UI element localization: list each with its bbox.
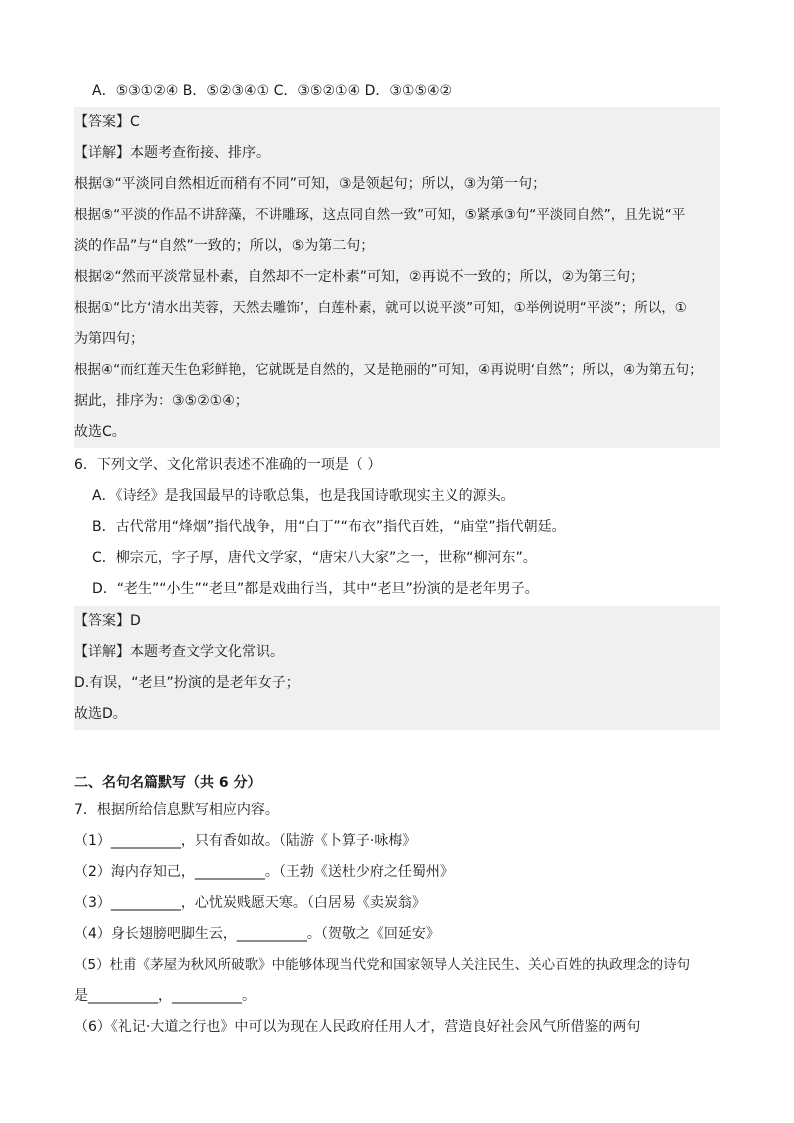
q5-explanation-line: 根据①“比方‘清水出芙蓉，天然去雕饰’，白莲朴素，就可以说平淡”可知，①举例说明“平淡”；所以，① — [74, 293, 720, 324]
q5-explanation-line: 根据②“然而平淡常显朴素，自然却不一定朴素”可知，②再说不一致的；所以，②为第三句； — [74, 262, 720, 293]
q5-explanation-line: 据此，排序为：③⑤②①④； — [74, 386, 720, 417]
q6-explanation-line: 【详解】本题考查文学文化常识。 — [74, 637, 720, 668]
q5-explanation-line: 故选C。 — [74, 417, 720, 448]
q5-explanation-line: 根据③“平淡同自然相近而稍有不同”可知，③是领起句；所以，③为第一句； — [74, 169, 720, 200]
q6-option-c: C．柳宗元，字子厚，唐代文学家，“唐宋八大家”之一，世称“柳河东”。 — [92, 550, 537, 566]
q5-options: A．⑤③①②④ B．⑤②③④① C．③⑤②①④ D．③①⑤④② — [92, 83, 453, 99]
q7-item: （2）海内存知己，__________。（王勃《送杜少府之任蜀州》 — [74, 864, 454, 880]
q7-item: （5）杜甫《茅屋为秋风所破歌》中能够体现当代党和国家领导人关注民生、关心百姓的执政理念的诗句 — [74, 957, 691, 973]
q6-explanation-line: D.有误，“老旦”扮演的是老年女子； — [74, 668, 720, 699]
q6-option-d: D．“老生”“小生”“老旦”都是戏曲行当，其中“老旦”扮演的是老年男子。 — [92, 581, 539, 597]
q7-item: （6）《礼记·大道之行也》中可以为现在人民政府任用人才，营造良好社会风气所借鉴的两句 — [74, 1019, 641, 1035]
q6-explanation-line: 故选D。 — [74, 699, 720, 730]
q5-explanation-line: 根据⑤“平淡的作品不讲辞藻，不讲雕琢，这点同自然一致”可知，⑤紧承③句“平淡同自然”，且先说“平 — [74, 200, 720, 231]
q5-explanation-line: 为第四句； — [74, 324, 720, 355]
q7-item: （3）__________，心忧炭贱愿天寒。（白居易《卖炭翁》 — [74, 895, 426, 911]
q7-stem: 7．根据所给信息默写相应内容。 — [74, 802, 279, 818]
q6-option-b: B．古代常用“烽烟”指代战争，用“白丁”“布衣”指代百姓，“庙堂”指代朝廷。 — [92, 519, 566, 535]
q6-answer: 【答案】D — [74, 606, 720, 637]
q5-explanation-line: 淡的作品”与“自然”一致的；所以，⑤为第二句； — [74, 231, 720, 262]
q7-item: 是__________，__________。 — [74, 988, 256, 1004]
q5-answer: 【答案】C — [74, 107, 720, 138]
q6-option-a: A．《诗经》是我国最早的诗歌总集，也是我国诗歌现实主义的源头。 — [92, 488, 515, 504]
section-heading: 二、名句名篇默写（共 6 分） — [74, 775, 262, 791]
q5-explanation-line: 根据④“而红莲天生色彩鲜艳，它就既是自然的，又是艳丽的”可知，④再说明‘自然”；所以，④为第五句； — [74, 355, 720, 386]
q6-stem: 6．下列文学、文化常识表述不准确的一项是（ ） — [74, 457, 382, 473]
q7-item: （4）身长翅膀吧脚生云，__________。（贺敬之《回延安》 — [74, 926, 440, 942]
q7-item: （1）__________，只有香如故。（陆游《卜算子·咏梅》 — [74, 833, 417, 849]
q5-explanation-line: 【详解】本题考查衔接、排序。 — [74, 138, 720, 169]
